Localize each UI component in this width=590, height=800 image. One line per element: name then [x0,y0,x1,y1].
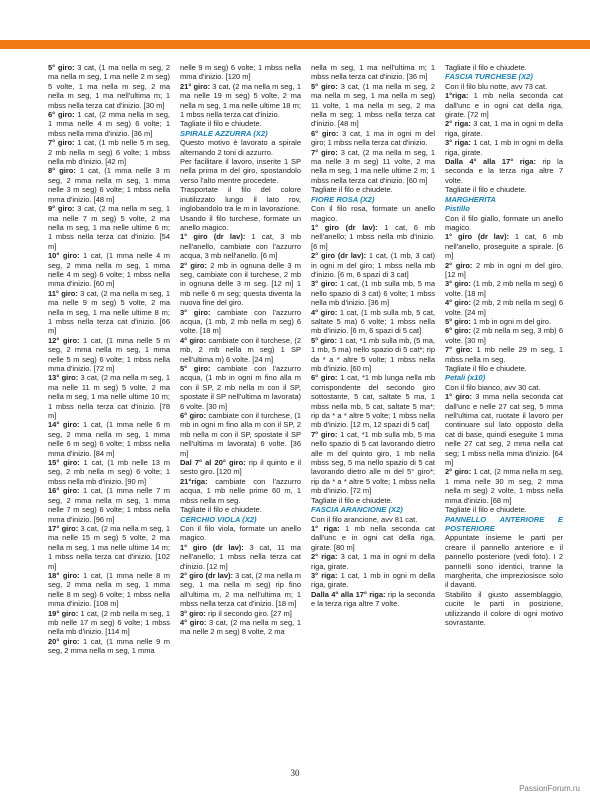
step-label: 3° giro: [180,307,211,317]
instruction-text: (2 mb, 2 mb nella m seg) 6 volte. [24 m] [445,298,563,317]
step-label: 7° giro: [445,345,473,355]
instruction-text: 1 cat, *1 mb sulla mb, (5 ma, 1 mb, 5 ma) nello spazio di 5 cat*; rip da * a * altre 5 volte; 1 mbss nella mb d'inizio. [60 m] [311,335,435,373]
instruction-paragraph [445,298,563,317]
instruction-paragraph [445,345,563,364]
section-heading: PANNELLO ANTERIORE E POSTERIORE [445,514,563,533]
instruction-text: 3 cat, 1 ma in ogni m della riga, girate. [311,552,435,571]
instruction-paragraph [48,524,170,571]
instruction-paragraph [445,82,563,91]
instruction-paragraph [48,637,170,656]
instruction-paragraph [445,317,563,326]
instruction-paragraph [48,289,170,336]
instruction-paragraph [311,430,435,496]
step-label: 5° giro: [48,63,75,72]
instruction-text: 1 cat, (1 mb nelle 13 m seg, 2 mb nella m seg) 6 volte; 1 mbss nella mb d'inizio. [90 m] [48,458,170,486]
instruction-text: 3 cat, (2 ma nella m seg, 1 ma nelle 2 m seg) 8 volte, 2 ma [180,617,301,637]
instruction-paragraph [180,364,301,411]
instruction-text: 1 cat, 6 mb nell'anello, proseguite a spirale. [6 m] [445,232,563,261]
step-label: 3° riga: [311,570,338,580]
step-label: Dalla 4° alla 17° riga: [445,157,536,167]
instruction-text: (2 mb nella m seg, 3 mb) 6 volte. [30 m] [445,326,563,345]
step-label: 13° giro: [48,373,79,383]
step-label: 2° giro: [445,260,473,270]
section-heading: CERCHIO VIOLA (X2) [180,514,257,524]
instruction-text: 1 cat, (1 mma nelle 3 m seg, 2 mma nella m seg, 1 mma nelle 3 m seg) 6 volte; 1 mbss nella mma d'inizio. [48 m] [48,166,170,204]
instruction-text: 1 cat, 3 mb nell'anello, cambiate con l'azzurro acqua, 3 mb nell'anello. [6 m] [180,232,301,261]
instruction-paragraph [445,279,563,298]
instruction-text: Con il filo giallo, formate un anello magico. [445,213,563,232]
step-label: 21°riga: [180,476,208,486]
instruction-paragraph [311,515,435,524]
instruction-text: 1 cat, 1 mb in ogni m della riga, girate. [445,138,563,157]
step-label: 20° giro: [48,636,80,646]
instruction-paragraph [445,91,563,119]
instruction-paragraph [445,261,563,280]
instruction-paragraph [180,214,301,233]
instruction-paragraph [180,232,301,260]
instruction-text: Con il filo viola, formate un anello magico. [180,523,301,543]
instruction-paragraph [180,505,301,514]
instruction-paragraph [445,232,563,260]
instruction-paragraph [311,63,435,82]
instruction-text: (1 mb, 2 mb nella m seg) 6 volte. [18 m] [445,279,563,298]
instruction-paragraph [445,590,563,628]
instruction-text: Tagliate il filo e chiudete. [445,364,527,373]
section-heading: MARGHERITA [445,194,496,204]
instruction-text: nella m seg, 1 ma nell'ultima m; 1 mbss nella terza cat d'inizio. [36 m] [311,63,435,82]
instruction-text: 1 mb in ogni m del giro. [470,316,551,326]
step-label: 1° giro (dr lav): [311,222,378,232]
step-label: 3° giro: [180,608,206,618]
instruction-paragraph [445,185,563,194]
instruction-text: rip il quinto e il sesto giro. [120 m] [180,458,301,477]
instruction-text: 3 cat, 1 ma in ogni m del giro; 1 mbss nella terza cat d'inizio. [311,128,436,148]
step-label: 2° giro: [180,260,208,270]
instruction-paragraph [180,138,301,157]
step-label: 15° giro: [48,458,80,468]
section-heading: SPIRALE AZZURRA (X2) [180,128,268,138]
step-label: 14° giro: [48,420,80,430]
instruction-text: 1 cat, (1 mma nelle 6 m seg, 2 mma nella m seg, 1 mma nelle 6 m seg) 6 volte; 1 mbss nella mma d'inizio. [84 m] [48,420,170,458]
step-label: 3° riga: [445,138,471,148]
step-label: 12° giro: [48,335,80,345]
instruction-paragraph [445,63,563,72]
instruction-text: Usando il filo turchese, formate un anello magico. [180,213,301,232]
step-label: 8° giro: [48,166,76,176]
instruction-text: 2 mb in ognuna delle 3 m seg, cambiate con il turchese, 2 mb in ognuna delle 3 m seg. [12 m] 1 mb nelle 6 m seg; questa diventa la nuova fine del giro. [180,260,301,308]
instruction-paragraph [445,392,563,467]
subsection-heading: Petali (x10) [445,373,486,383]
instruction-paragraph [48,420,170,458]
instruction-paragraph [48,138,170,166]
step-label: 6° giro: [311,128,339,138]
instruction-paragraph [48,110,170,138]
step-label: 11° giro: [48,288,78,298]
step-label: 5° giro: [311,81,338,91]
instruction-text: rip il secondo giro. [27 m] [205,608,292,618]
step-label: 19° giro: [48,608,79,618]
instruction-text: Per facilitare il lavoro, inserite 1 SP nella prima m del giro, spostandolo verso l'alto mentre procedete. [180,157,301,185]
instruction-paragraph [311,82,435,129]
step-label: 5° giro: [445,316,471,326]
step-label: 6° giro: [180,411,207,421]
instruction-text: Trasportate il filo del colore inutilizzato lungo il lato rov, inglobandolo tra le m in lavorazione. [180,185,301,214]
instruction-paragraph [48,63,170,110]
instruction-text: 1 cat, (2 mma nella m seg, 1 mma nelle 4 m seg) 6 volte; 1 mbss nella mma d'inizio. [36 m] [48,110,170,138]
instruction-paragraph [311,204,435,223]
instruction-text: cambiate con l'azzurro acqua, 1 mb nelle prime 60 m, 1 mbss nella m seg. [180,476,301,505]
text-column-2 [180,63,301,637]
step-label: 6° giro: [311,373,338,383]
subsection-heading: Pistillo [445,204,470,214]
instruction-paragraph [48,204,170,251]
instruction-text: Con il filo blu notte, avv 73 cat. [445,81,548,91]
instruction-paragraph [311,148,435,186]
instruction-text: 1 cat, (1 mb, 3 cat) in ogni m del giro; 1 mbss nella mb d'inizio. [6 m, 6 spazi di 3 cat] [311,251,435,279]
instruction-text: Tagliate il filo e chiudete. [180,119,262,129]
step-label: 2° riga: [445,119,471,129]
instruction-paragraph [48,486,170,524]
step-label: 6° giro: [48,110,75,120]
instruction-text: 1 cat, (1 mma nelle 4 m seg, 2 mma nella m seg, 1 mma nelle 4 m seg) 6 volte; 1 mbss nella mma d'inizio. [60 m] [48,251,170,289]
instruction-paragraph [311,571,435,590]
instruction-paragraph [311,496,435,505]
step-label: 1° riga: [311,523,340,533]
instruction-paragraph [311,590,435,609]
instruction-text: Appuntate insieme le parti per creare il pannello anteriore e il pannello posteriore (vedi foto). I 2 pannelli sono identici, tranne la margherita, che impreziosisce solo il davanti. [445,533,563,590]
instruction-text: Con il filo arancione, avv 81 cat. [311,514,418,524]
instruction-text: 3 cat, (1 ma nella m seg, 2 ma nella m seg, 1 ma nelle 2 m seg) 5 volte, 1 ma nella m seg, 2 ma nella m seg, 1 ma nell'ultima m; 1 mbss nella terza cat d'inizio. [30 m] [48,63,170,110]
section-heading: FIORE ROSA (X2) [311,194,375,204]
instruction-paragraph [180,185,301,213]
instruction-text: nelle 9 m seg) 6 volte; 1 mbss nella mma d'inizio. [120 m] [180,63,301,82]
instruction-paragraph [445,138,563,157]
instruction-text: 1 cat, (2 mma nella m seg, 1 mma nelle 30 m seg, 2 mma nella m seg) 2 volte, 1 mbss nella mma d'inizio. [68 m] [445,467,563,505]
instruction-paragraph [48,609,170,637]
instruction-text: 3 mma nella seconda cat dall'unc e nelle 27 cat seg, 5 mma nell'ultima cat, ruotate il lavoro per continuare sul lato opposto della cat di base, quindi eseguite 1 mma nelle 27 cat seg, 2 mma nella cat seg; 1 mbss nella mma d'inizio. [64 m] [445,392,564,468]
instruction-text: Tagliate il filo e chiudete. [445,185,527,195]
instruction-paragraph [445,467,563,505]
instruction-paragraph [48,373,170,420]
instruction-paragraph [445,383,563,392]
step-label: 2° giro (dr lav): [311,251,367,261]
instruction-paragraph [180,524,301,543]
step-label: 7° giro: [311,429,338,439]
instruction-paragraph [180,261,301,308]
instruction-text: 3 cat, (2 ma nella m seg, 1 ma nelle 11 m seg) 5 volte, 2 ma nella m seg, 1 ma nelle ultime 10 m; 1 mbss nella terza cat d'inizio. [78 m] [48,373,170,421]
instruction-paragraph [180,119,301,128]
instruction-text: cambiate con il turchese, (2 mb, 2 mb nella m seg) 1 SP nell'ultima m) 6 volte. [24 m] [180,335,302,364]
instruction-text: cambiate con il turchese, (1 mb in ogni m fino alla m con il SP, 2 mb nella m con il SP, spostate il SP nell'ultima m lavorata) 6 volte. [36 m] [180,411,302,458]
instruction-text: Con il filo bianco, avv 30 cat. [445,382,541,392]
step-label: 4° giro: [445,298,472,308]
instruction-text: 1 cat, 1 mb in ogni m della riga, girate. [311,570,435,590]
step-label: 10° giro: [48,251,80,261]
step-label: 4° giro: [180,617,207,627]
step-label: 6° giro: [445,326,472,336]
step-label: 5° giro: [180,364,211,373]
step-label: 1° giro (dr lav): [445,232,510,242]
instruction-paragraph [311,223,435,251]
step-label: 21° giro: [180,81,211,91]
section-heading: FASCIA TURCHESE (X2) [445,72,533,82]
instruction-paragraph [180,571,301,609]
step-label: Dalla 4° alla 17° riga: [311,589,386,599]
instruction-paragraph [311,308,435,336]
instruction-paragraph [180,336,301,364]
instruction-paragraph [445,533,563,589]
instruction-text: 1 cat, *1 mb lunga nella mb corrispondente del secondo giro sottostante, 5 cat, saltate 5 ma, 1 mbss nella mb, 5 cat, saltate 5 ma*; rip da * a * altre 5 volte; 1 mbss nella mb d'inizio. [12 m, 12 spazi di 5 cat] [311,373,435,430]
step-label: 16° giro: [48,486,80,496]
instruction-paragraph [180,308,301,336]
step-label: 18° giro: [48,570,80,580]
instruction-text: 3 cat, (2 ma nella m seg, 1 ma nelle 15 m seg) 5 volte, 2 ma nella m seg, 1 ma nelle ultime 14 m; 1 mbss nella terza cat d'inizio. [102 m] [48,523,170,571]
step-label: 2° giro (dr lav): [180,570,234,580]
instruction-text: 3 cat, (2 ma nella m seg, 1 ma nelle 9 m seg) 5 volte, 2 ma nella m seg, 1 ma nelle ultime 8 m; 1 mbss nella terza cat d'inizio. [66 m] [48,288,170,336]
instruction-text: 3 cat, (2 ma nella m seg, 1 ma nelle 19 m seg) 5 volte, 2 ma nella m seg, 1 ma nelle ultime 18 m; 1 mbss nella terza cat d'inizio. [180,81,301,120]
instruction-paragraph [445,364,563,373]
instruction-paragraph [48,571,170,609]
instruction-text: 1 cat, (1 mma nelle 5 m seg, 2 mma nella m seg, 1 mma nelle 5 m seg) 6 volte; 1 mbss nella mma d'inizio. [72 m] [48,335,170,373]
instruction-paragraph [48,166,170,204]
instruction-text: 1 cat, (1 mma nelle 8 m seg, 2 mma nella m seg, 1 mma nelle 8 m seg) 6 volte; 1 mbss nella mma d'inizio. [108 m] [48,570,170,609]
watermark: PassionForum.ru [519,784,580,793]
instruction-paragraph [311,185,435,194]
instruction-text: Questo motivo è lavorato a spirale alternando 2 toni di azzurro. [180,138,301,157]
text-column-4 [445,63,563,627]
instruction-text: Tagliate il filo e chiudete. [445,505,527,515]
instruction-paragraph [48,458,170,486]
instruction-paragraph [311,524,435,552]
step-label: 3° giro: [311,279,338,289]
step-label: 1° giro: [445,392,473,402]
instruction-text: 3 cat, 1 ma in ogni m della riga, girate. [445,119,563,138]
text-column-1 [48,63,170,656]
instruction-text: 1 cat, *1 mb sulla mb, 5 ma nello spazio di 5 cat lavorando dietro alle m del quinto giro, 1 mb nella mbss seg, 5 ma nello spazio di 5 cat lavorando dietro alle m del 5° giro*; rip da * a * altre 5 volte; 1 mbss nella mb d'inizio. [72 m] [311,429,435,496]
instruction-text: 1 mb nelle 29 m seg, 1 mbss nella m seg. [445,345,563,364]
instruction-paragraph [180,411,301,458]
instruction-paragraph [445,326,563,345]
page-number: 30 [290,768,300,778]
instruction-text: 3 cat, (2 ma nella m seg, 1 ma nella m seg) rip fino all'ultima m, 2 ma nell'ultima m; 1 mbss nella terza cat d'inizio. [18 m] [180,570,301,609]
instruction-text: 1 cat, (2 mb nella m seg, 1 mb nelle 17 m seg) 6 volte; 1 mbss nella mb d'inizio. [114 m] [48,608,170,637]
instruction-paragraph [180,63,301,82]
instruction-text: rip la seconda e la terza riga altre 7 volte. [445,157,563,185]
instruction-paragraph [311,279,435,307]
step-label: 4° giro: [180,335,207,345]
step-label: 4° giro: [311,307,338,317]
instruction-text: cambiate con l'azzurro acqua, (1 mb, 2 mb nella m seg) 6 volte. [18 m] [180,307,301,336]
instruction-text: 1 cat, (1 mma nelle 7 m seg, 2 mma nella m seg, 1 mma nelle 7 m seg) 6 volte; 1 mbss nella mma d'inizio. [96 m] [48,486,170,524]
instruction-text: Con il filo rosa, formate un anello magico. [311,204,435,223]
instruction-paragraph [311,251,435,279]
section-heading: FASCIA ARANCIONE (X2) [311,505,403,515]
instruction-text: 3 cat, (1 ma nella m seg, 2 ma nella m seg, 1 ma nella m seg) 11 volte, 1 ma nella m seg, 2 ma nella m seg; 1 mbss nella terza cat d'inizio. [48 m] [311,81,435,129]
text-column-3 [311,63,435,609]
step-label: Dal 7° al 20° giro: [180,458,246,468]
instruction-paragraph [445,214,563,233]
instruction-text: 1 mb nella seconda cat dall'unc e in ogni cat della riga, girate. [80 m] [311,523,435,552]
instruction-paragraph [180,543,301,571]
instruction-text: 3 cat, 11 ma nell'anello; 1 mbss nella terza cat d'inizio. [12 m] [180,542,301,571]
step-label: 1°riga: [445,91,469,101]
instruction-text: Tagliate il filo e chiudete. [180,505,262,515]
instruction-text: 1 cat, 6 mb nell'anello; 1 mbss nella mb d'inizio. [6 m] [311,222,435,251]
instruction-paragraph [311,373,435,429]
step-label: 9° giro: [48,204,75,214]
instruction-text: cambiate con l'azzurro acqua, (1 mb in ogni m fino alla m con il SP, 2 mb nella m con il SP, spostate il SP nell'ultima m lavorata) 6 volte. [30 m] [180,364,301,411]
instruction-paragraph [180,82,301,120]
instruction-text: 1 cat, (1 mb sulla mb, 5 cat, saltate 5 ma) 6 volte; 1 mbss nella mb d'inizio. [6 m, 6 spazi di 5 cat] [311,307,435,336]
instruction-paragraph [311,552,435,571]
instruction-text: Tagliate il filo e chiudete. [311,185,393,195]
instruction-paragraph [311,336,435,374]
instruction-paragraph [445,157,563,185]
instruction-text: 1 cat, (1 mma nelle 9 m seg, 2 mma nella m seg, 1 mma [48,636,170,656]
instruction-text: 1 cat, (1 mb sulla mb, 5 ma nello spazio di 3 cat) 6 volte; 1 mbss nella mb d'inizio. [36 m] [311,279,435,308]
instruction-paragraph [311,129,435,148]
instruction-text: 3 cat, (2 ma nella m seg, 1 ma nelle 3 m seg) 11 volte, 2 ma nella m seg, 1 ma nelle ultime 2 m; 1 mbss nella terza cat d'inizio. [60 m] [311,147,435,185]
step-label: 17° giro: [48,523,79,533]
instruction-paragraph [180,157,301,185]
step-label: 7° giro: [48,138,75,148]
instruction-paragraph [48,251,170,289]
instruction-paragraph [445,505,563,514]
instruction-text: Stabilito il giusto assemblaggio, cucite le parti in posizione, utilizzando il colore di ogni motivo sovrastante. [445,589,563,627]
step-label: 2° giro: [445,467,472,477]
instruction-text: Tagliate il filo e chiudete. [311,495,393,505]
instruction-paragraph [180,618,301,637]
step-label: 7° giro: [311,147,338,157]
instruction-text: 1 cat, (1 mb nelle 5 m seg, 2 mb nella m seg) 6 volte; 1 mbss nella mb d'inizio. [42 m] [48,138,170,167]
top-orange-bar [0,40,590,49]
instruction-text: 1 mb nella seconda cat dall'unc e in ogni cat della riga, girate. [72 m] [445,91,563,120]
instruction-paragraph [180,609,301,618]
instruction-paragraph [445,119,563,138]
instruction-text: rip la seconda e la terza riga altre 7 volte. [311,589,435,609]
instruction-text: 3 cat, (2 ma nella m seg, 1 ma nelle 7 m seg) 5 volte, 2 ma nella m seg, 1 ma nelle ultime 6 m; 1 mbss nella terza cat d'inizio. [54 m] [48,204,170,251]
instruction-paragraph [48,336,170,374]
step-label: 5° giro: [311,335,337,345]
step-label: 1° giro (dr lav): [180,542,244,552]
step-label: 1° giro (dr lav): [180,232,246,242]
step-label: 2° riga: [311,552,338,562]
instruction-text: Tagliate il filo e chiudete. [445,63,527,72]
instruction-paragraph [180,477,301,505]
instruction-text: 2 mb in ogni m del giro. [12 m] [445,260,563,279]
step-label: 3° giro: [445,279,472,289]
instruction-paragraph [180,458,301,477]
